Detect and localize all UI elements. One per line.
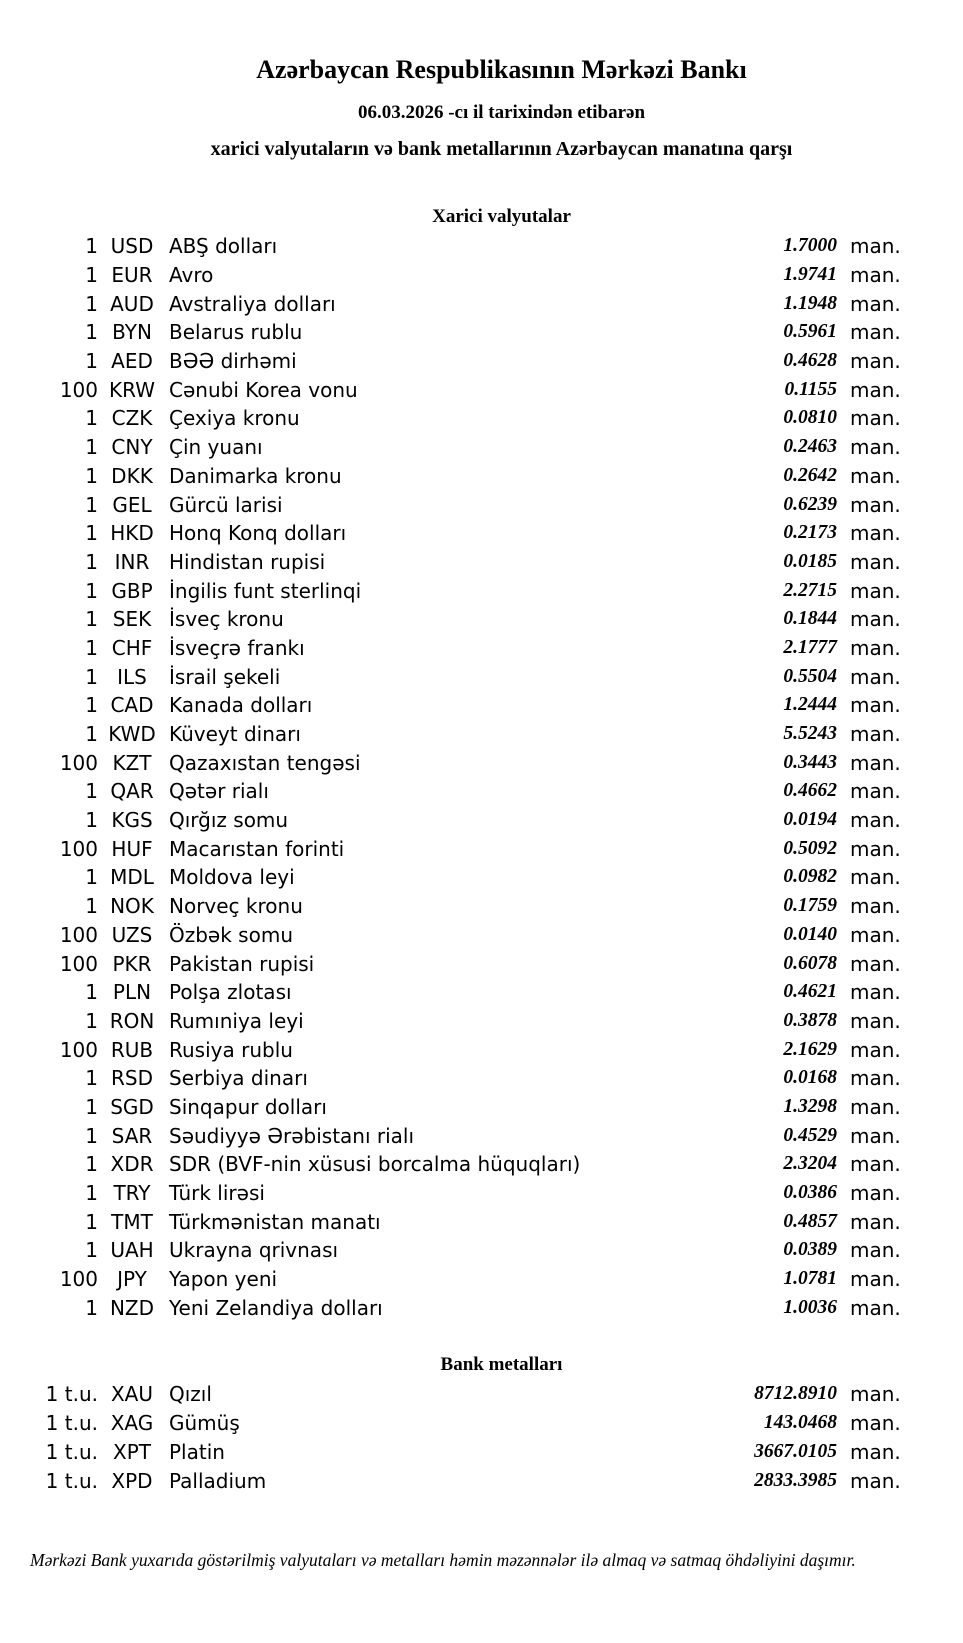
currency-row bbox=[0, 1293, 963, 1322]
currency-row bbox=[0, 289, 963, 318]
currency-name: Cənubi Korea vonu bbox=[169, 377, 358, 402]
quantity: 1 bbox=[85, 808, 98, 833]
rate-value: 1.9741 bbox=[783, 264, 837, 286]
currency-name: Özbək somu bbox=[169, 922, 293, 947]
currency-name: Honq Konq dolları bbox=[169, 521, 347, 546]
rate-unit: man. bbox=[850, 349, 901, 374]
rate-unit: man. bbox=[850, 291, 901, 316]
currency-name: Avstraliya dolları bbox=[169, 291, 336, 316]
rate-value: 0.0389 bbox=[783, 1239, 837, 1261]
metal-row bbox=[0, 1438, 963, 1467]
currency-code: XDR bbox=[110, 1152, 154, 1177]
currency-code: KWD bbox=[108, 722, 156, 747]
rate-unit: man. bbox=[850, 1209, 901, 1234]
quantity: 1 bbox=[85, 980, 98, 1005]
currency-row bbox=[0, 720, 963, 749]
quantity: 1 bbox=[85, 549, 98, 574]
currency-row bbox=[0, 462, 963, 491]
currency-row bbox=[0, 777, 963, 806]
rate-value: 0.2173 bbox=[783, 522, 837, 544]
currency-row bbox=[0, 863, 963, 892]
quantity: 1 bbox=[85, 234, 98, 259]
currency-name: Qazaxıstan tengəsi bbox=[169, 750, 361, 775]
currency-row bbox=[0, 1064, 963, 1093]
currency-row bbox=[0, 404, 963, 433]
currency-name: Kanada dolları bbox=[169, 693, 313, 718]
currency-row bbox=[0, 519, 963, 548]
currency-row bbox=[0, 921, 963, 950]
rate-unit: man. bbox=[850, 1123, 901, 1148]
currency-code: RON bbox=[109, 1008, 155, 1033]
currency-row bbox=[0, 576, 963, 605]
quantity: 1 bbox=[85, 635, 98, 660]
rate-unit: man. bbox=[850, 521, 901, 546]
currency-code: KGS bbox=[111, 808, 153, 833]
rate-unit: man. bbox=[850, 1382, 901, 1407]
currency-code: AUD bbox=[110, 291, 154, 316]
currency-code: TRY bbox=[113, 1181, 151, 1206]
currency-row bbox=[0, 978, 963, 1007]
currency-name: Serbiya dinarı bbox=[169, 1066, 308, 1091]
quantity: 1 bbox=[85, 578, 98, 603]
currency-code: XPD bbox=[111, 1468, 153, 1493]
rate-value: 0.0386 bbox=[783, 1182, 837, 1204]
currency-code: XAG bbox=[110, 1411, 154, 1436]
quantity: 1 bbox=[85, 1238, 98, 1263]
rate-value: 2.3204 bbox=[783, 1153, 837, 1175]
currency-name: Türkmənistan manatı bbox=[169, 1209, 381, 1234]
currency-name: ABŞ dolları bbox=[169, 234, 278, 259]
currency-row bbox=[0, 1179, 963, 1208]
quantity: 1 bbox=[85, 1181, 98, 1206]
currency-code: KRW bbox=[109, 377, 155, 402]
currency-row bbox=[0, 1265, 963, 1294]
currency-name: Çexiya kronu bbox=[169, 406, 300, 431]
rate-unit: man. bbox=[850, 635, 901, 660]
currency-name: İngilis funt sterlinqi bbox=[169, 578, 362, 603]
rate-value: 0.6078 bbox=[783, 952, 837, 974]
currency-code: INR bbox=[114, 549, 150, 574]
rate-value: 0.0982 bbox=[783, 866, 837, 888]
currency-name: Palladium bbox=[169, 1468, 267, 1493]
currency-name: BƏƏ dirhəmi bbox=[169, 349, 297, 374]
currency-name: Gürcü larisi bbox=[169, 492, 283, 517]
currency-name: Hindistan rupisi bbox=[169, 549, 326, 574]
effective-date: 06.03.2026 -cı il tarixindən etibarən bbox=[357, 102, 646, 123]
currency-name: Səudiyyə Ərəbistanı rialı bbox=[169, 1123, 415, 1148]
currency-name: Gümüş bbox=[169, 1411, 240, 1436]
rate-value: 0.4529 bbox=[783, 1124, 837, 1146]
currency-row bbox=[0, 347, 963, 376]
currency-name: Pakistan rupisi bbox=[169, 951, 315, 976]
currency-name: Yeni Zelandiya dolları bbox=[169, 1295, 383, 1320]
rate-value: 0.3443 bbox=[783, 751, 837, 773]
currency-code: UAH bbox=[110, 1238, 154, 1263]
currency-row bbox=[0, 1035, 963, 1064]
rate-unit: man. bbox=[850, 951, 901, 976]
currency-name: İsveç kronu bbox=[169, 607, 284, 632]
quantity: 100 bbox=[59, 377, 98, 402]
rate-unit: man. bbox=[850, 779, 901, 804]
rate-unit: man. bbox=[850, 320, 901, 345]
rate-unit: man. bbox=[850, 234, 901, 259]
currency-row bbox=[0, 1150, 963, 1179]
currency-code: SEK bbox=[112, 607, 152, 632]
quantity: 1 bbox=[85, 1295, 98, 1320]
currency-row bbox=[0, 949, 963, 978]
rate-unit: man. bbox=[850, 836, 901, 861]
quantity: 1 bbox=[85, 320, 98, 345]
rate-value: 0.0194 bbox=[783, 809, 837, 831]
rate-value: 1.0781 bbox=[783, 1268, 837, 1290]
currency-code: XPT bbox=[113, 1439, 151, 1464]
currency-row bbox=[0, 748, 963, 777]
quantity: 1 t.u. bbox=[45, 1468, 98, 1493]
rate-unit: man. bbox=[850, 1238, 901, 1263]
currency-name: Qırğız somu bbox=[169, 808, 289, 833]
currency-row bbox=[0, 261, 963, 290]
currency-code: QAR bbox=[110, 779, 154, 804]
quantity: 1 bbox=[85, 894, 98, 919]
currency-code: XAU bbox=[110, 1382, 154, 1407]
quantity: 1 bbox=[85, 865, 98, 890]
quantity: 1 bbox=[85, 664, 98, 689]
rate-value: 5.5243 bbox=[783, 723, 837, 745]
rate-value: 1.3298 bbox=[783, 1095, 837, 1117]
rate-value: 2.1629 bbox=[783, 1038, 837, 1060]
rate-value: 0.5092 bbox=[783, 837, 837, 859]
rate-value: 0.2463 bbox=[783, 436, 837, 458]
quantity: 1 bbox=[85, 349, 98, 374]
currency-name: İsrail şekeli bbox=[169, 664, 281, 689]
quantity: 100 bbox=[59, 836, 98, 861]
rate-value: 0.1844 bbox=[783, 608, 837, 630]
currency-code: PKR bbox=[112, 951, 152, 976]
currency-row bbox=[0, 375, 963, 404]
rate-unit: man. bbox=[850, 435, 901, 460]
quantity: 100 bbox=[59, 951, 98, 976]
rate-unit: man. bbox=[850, 1411, 901, 1436]
rate-value: 2833.3985 bbox=[754, 1469, 837, 1491]
currency-row bbox=[0, 662, 963, 691]
quantity: 100 bbox=[59, 1037, 98, 1062]
currency-code: GEL bbox=[112, 492, 152, 517]
currency-code: CNY bbox=[111, 435, 153, 460]
quantity: 1 bbox=[85, 406, 98, 431]
currency-row bbox=[0, 892, 963, 921]
currency-code: SAR bbox=[111, 1123, 153, 1148]
rate-unit: man. bbox=[850, 463, 901, 488]
rate-value: 0.5961 bbox=[783, 321, 837, 343]
currency-row bbox=[0, 1007, 963, 1036]
currency-row bbox=[0, 318, 963, 347]
rate-unit: man. bbox=[850, 980, 901, 1005]
currency-name: Küveyt dinarı bbox=[169, 722, 301, 747]
rate-unit: man. bbox=[850, 1181, 901, 1206]
currency-name: Türk lirəsi bbox=[169, 1181, 265, 1206]
currency-name: Qətər rialı bbox=[169, 779, 269, 804]
rate-unit: man. bbox=[850, 1008, 901, 1033]
page-subtitle: xarici valyutaların və bank metallarının Azərbaycan manatına qarşı bbox=[210, 138, 793, 160]
rate-value: 0.6239 bbox=[783, 493, 837, 515]
rate-value: 0.4621 bbox=[783, 981, 837, 1003]
rate-value: 0.0185 bbox=[783, 550, 837, 572]
currency-row bbox=[0, 834, 963, 863]
currency-name: Belarus rublu bbox=[169, 320, 303, 345]
rate-value: 1.1948 bbox=[783, 292, 837, 314]
disclaimer-text: Mərkəzi Bank yuxarıda göstərilmiş valyutaları və metalları həmin məzənnələr ilə almaq və satmaq öhdəliyini daşımır. bbox=[30, 1549, 856, 1570]
rate-unit: man. bbox=[850, 1066, 901, 1091]
currency-row bbox=[0, 806, 963, 835]
quantity: 1 bbox=[85, 492, 98, 517]
quantity: 100 bbox=[59, 1267, 98, 1292]
currency-code: JPY bbox=[117, 1267, 147, 1292]
rate-unit: man. bbox=[850, 865, 901, 890]
rate-value: 0.0810 bbox=[783, 407, 837, 429]
rate-value: 1.7000 bbox=[783, 235, 837, 257]
currency-name: Qızıl bbox=[169, 1382, 212, 1407]
currencies-table bbox=[0, 232, 963, 1322]
rate-unit: man. bbox=[850, 1468, 901, 1493]
quantity: 100 bbox=[59, 750, 98, 775]
rate-value: 8712.8910 bbox=[754, 1383, 837, 1405]
rate-value: 0.2642 bbox=[783, 464, 837, 486]
currency-code: EUR bbox=[111, 263, 153, 288]
currency-row bbox=[0, 605, 963, 634]
quantity: 1 bbox=[85, 1094, 98, 1119]
quantity: 1 bbox=[85, 435, 98, 460]
rate-unit: man. bbox=[850, 1295, 901, 1320]
currency-code: MDL bbox=[110, 865, 154, 890]
currency-code: GBP bbox=[111, 578, 153, 603]
currency-row bbox=[0, 1207, 963, 1236]
rate-unit: man. bbox=[850, 1439, 901, 1464]
rate-unit: man. bbox=[850, 377, 901, 402]
rate-unit: man. bbox=[850, 808, 901, 833]
rate-value: 0.0140 bbox=[783, 923, 837, 945]
quantity: 1 bbox=[85, 1008, 98, 1033]
quantity: 1 bbox=[85, 291, 98, 316]
currency-code: CAD bbox=[110, 693, 154, 718]
currency-name: Norveç kronu bbox=[169, 894, 303, 919]
rate-value: 1.0036 bbox=[783, 1296, 837, 1318]
currency-code: NZD bbox=[109, 1295, 155, 1320]
quantity: 1 t.u. bbox=[45, 1439, 98, 1464]
quantity: 1 bbox=[85, 1209, 98, 1234]
quantity: 1 bbox=[85, 693, 98, 718]
currency-row bbox=[0, 232, 963, 261]
currency-row bbox=[0, 490, 963, 519]
currency-code: HKD bbox=[110, 521, 154, 546]
currency-name: Avro bbox=[169, 263, 214, 288]
currency-code: PLN bbox=[112, 980, 152, 1005]
currency-code: AED bbox=[111, 349, 153, 374]
currency-code: ILS bbox=[117, 664, 147, 689]
metals-table bbox=[0, 1380, 963, 1495]
quantity: 1 t.u. bbox=[45, 1411, 98, 1436]
rate-unit: man. bbox=[850, 1267, 901, 1292]
rate-value: 2.1777 bbox=[783, 636, 837, 658]
rate-unit: man. bbox=[850, 1094, 901, 1119]
currency-code: HUF bbox=[111, 836, 153, 861]
rate-unit: man. bbox=[850, 263, 901, 288]
currency-code: CHF bbox=[111, 635, 153, 660]
currency-name: Yapon yeni bbox=[169, 1267, 278, 1292]
currency-row bbox=[0, 1236, 963, 1265]
currency-code: TMT bbox=[111, 1209, 153, 1234]
currency-code: CZK bbox=[111, 406, 153, 431]
quantity: 100 bbox=[59, 922, 98, 947]
currency-row bbox=[0, 634, 963, 663]
rate-unit: man. bbox=[850, 693, 901, 718]
currency-code: BYN bbox=[112, 320, 152, 345]
currency-name: Platin bbox=[169, 1439, 225, 1464]
currency-name: Polşa zlotası bbox=[169, 980, 292, 1005]
currency-name: Çin yuanı bbox=[169, 435, 263, 460]
metals-section-heading: Bank metalları bbox=[440, 1354, 563, 1376]
rate-value: 0.1759 bbox=[783, 895, 837, 917]
rate-unit: man. bbox=[850, 664, 901, 689]
rate-value: 0.4662 bbox=[783, 780, 837, 802]
currency-row bbox=[0, 1093, 963, 1122]
currency-name: Danimarka kronu bbox=[169, 463, 342, 488]
quantity: 1 t.u. bbox=[45, 1382, 98, 1407]
currency-name: Ukrayna qrivnası bbox=[169, 1238, 339, 1263]
rate-unit: man. bbox=[850, 549, 901, 574]
currency-name: Rusiya rublu bbox=[169, 1037, 293, 1062]
rate-value: 143.0468 bbox=[763, 1412, 837, 1434]
currency-name: İsveçrə frankı bbox=[169, 635, 305, 660]
quantity: 1 bbox=[85, 463, 98, 488]
currency-row bbox=[0, 548, 963, 577]
rate-unit: man. bbox=[850, 750, 901, 775]
quantity: 1 bbox=[85, 779, 98, 804]
page-title: Azərbaycan Respublikasının Mərkəzi Bankı bbox=[256, 55, 747, 84]
currency-row bbox=[0, 1121, 963, 1150]
rate-unit: man. bbox=[850, 406, 901, 431]
rate-unit: man. bbox=[850, 492, 901, 517]
currency-code: NOK bbox=[110, 894, 154, 919]
rate-unit: man. bbox=[850, 922, 901, 947]
quantity: 1 bbox=[85, 1066, 98, 1091]
rate-value: 0.4857 bbox=[783, 1210, 837, 1232]
rate-value: 0.3878 bbox=[783, 1009, 837, 1031]
currency-code: UZS bbox=[111, 922, 153, 947]
currency-row bbox=[0, 433, 963, 462]
document-header bbox=[0, 54, 963, 162]
rate-value: 0.1155 bbox=[784, 378, 837, 400]
currency-name: Macarıstan forinti bbox=[169, 836, 345, 861]
rate-unit: man. bbox=[850, 607, 901, 632]
metal-row bbox=[0, 1380, 963, 1409]
currency-code: SGD bbox=[110, 1094, 154, 1119]
metal-row bbox=[0, 1409, 963, 1438]
rate-unit: man. bbox=[850, 722, 901, 747]
rate-value: 1.2444 bbox=[783, 694, 837, 716]
quantity: 1 bbox=[85, 1123, 98, 1148]
rate-value: 0.0168 bbox=[783, 1067, 837, 1089]
currencies-section-heading: Xarici valyutalar bbox=[432, 206, 571, 227]
rate-unit: man. bbox=[850, 1037, 901, 1062]
currency-code: RUB bbox=[110, 1037, 154, 1062]
currency-name: Sinqapur dolları bbox=[169, 1094, 327, 1119]
currency-row bbox=[0, 691, 963, 720]
quantity: 1 bbox=[85, 1152, 98, 1177]
currency-code: RSD bbox=[111, 1066, 153, 1091]
rate-unit: man. bbox=[850, 1152, 901, 1177]
rate-value: 0.4628 bbox=[783, 350, 837, 372]
quantity: 1 bbox=[85, 521, 98, 546]
rate-value: 3667.0105 bbox=[754, 1440, 837, 1462]
quantity: 1 bbox=[85, 263, 98, 288]
metal-row bbox=[0, 1466, 963, 1495]
currency-name: Moldova leyi bbox=[169, 865, 295, 890]
currency-name: Rumıniya leyi bbox=[169, 1008, 304, 1033]
rate-unit: man. bbox=[850, 578, 901, 603]
quantity: 1 bbox=[85, 607, 98, 632]
currency-code: USD bbox=[110, 234, 154, 259]
rate-unit: man. bbox=[850, 894, 901, 919]
quantity: 1 bbox=[85, 722, 98, 747]
currency-code: DKK bbox=[111, 463, 153, 488]
currency-name: SDR (BVF-nin xüsusi borcalma hüquqları) bbox=[169, 1152, 581, 1177]
currency-code: KZT bbox=[112, 750, 152, 775]
rate-value: 0.5504 bbox=[783, 665, 837, 687]
rate-value: 2.2715 bbox=[783, 579, 837, 601]
